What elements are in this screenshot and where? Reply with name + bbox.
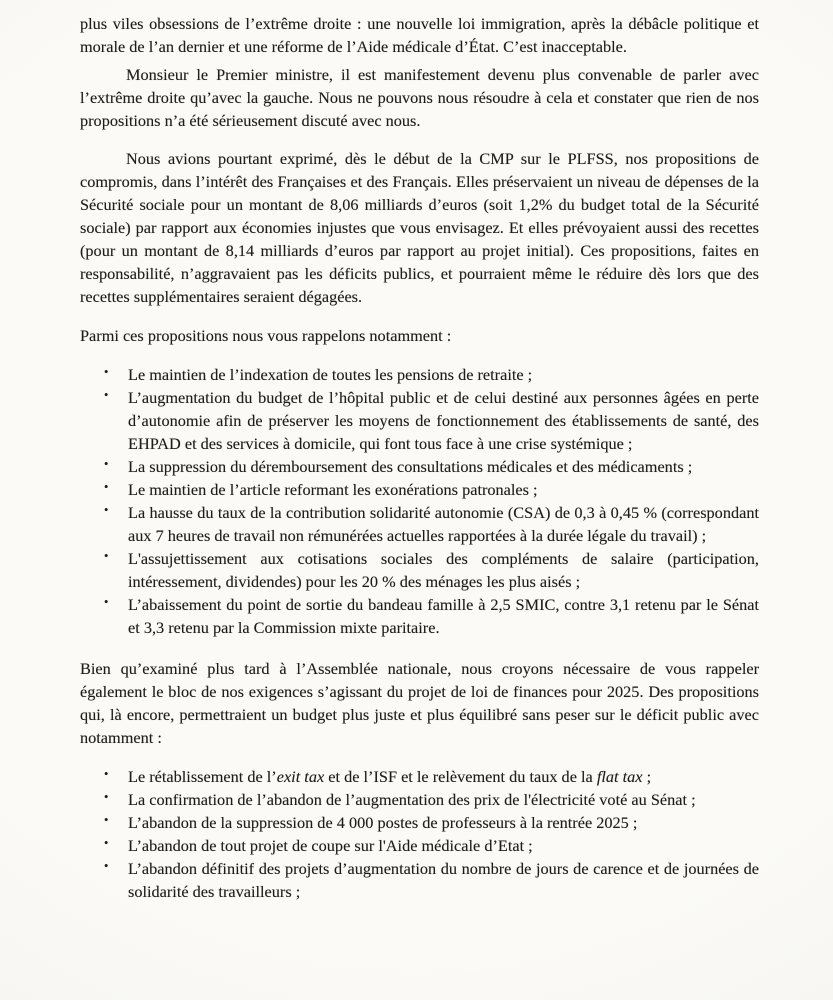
bullet-list-plf [80,765,759,903]
list-item: • L’abandon de la suppression de 4 000 postes de professeurs à la rentrée 2025 ; [128,811,759,834]
list-item: • L’abaissement du point de sortie du bandeau famille à 2,5 SMIC, contre 3,1 retenu par le Sénat et 3,3 retenu par la Commission mixte paritaire. [128,593,759,639]
list-item: • L’augmentation du budget de l’hôpital public et de celui destiné aux personnes âgées en perte d’autonomie afin de préserver les moyens de fonctionnement des établissements de santé, des EHPAD et des services à domicile, qui font tous face à une crise systémique ; [128,386,759,455]
list-item: • Le maintien de l’indexation de toutes les pensions de retraite ; [128,363,759,386]
bullet-list-plfss [80,363,759,639]
paragraph-cmp-plfss: Nous avions pourtant exprimé, dès le début de la CMP sur le PLFSS, nos propositions de compromis, dans l’intérêt des Françaises et des Français. Elles préservaient un niveau de dépenses de la Sécurité sociale pour un montant de 8,06 milliards d’euros (soit 1,2% du budget total de la Sécurité sociale) par rapport aux économies injustes que vous envisagez. Et elles prévoyaient aussi des recettes (pour un montant de 8,14 milliards d’euros par rapport au projet initial). Ces propositions, faites en responsabilité, n’aggravaient pas les déficits publics, et pourraient même le réduire dès lors que des recettes supplémentaires seraient dégagées. [80,149,759,306]
paragraph-parmi-intro: Parmi ces propositions nous vous rappelons notamment : [80,326,452,345]
list-item: • La suppression du déremboursement des consultations médicales et des médicaments ; [128,455,759,478]
list-item: • L’abandon définitif des projets d’augmentation du nombre de jours de carence et de journées de solidarité des travailleurs ; [128,857,759,903]
paragraph-continuation: plus viles obsessions de l’extrême droite : une nouvelle loi immigration, après la débâcle politique et morale de l’an dernier et une réforme de l’Aide médicale d’État. C’est inacceptable. [80,14,759,56]
paragraph-premier-ministre: Monsieur le Premier ministre, il est manifestement devenu plus convenable de parler avec l’extrême droite qu’avec la gauche. Nous ne pouvons nous résoudre à cela et constater que rien de nos propositions n’a été sérieusement discuté avec nous. [80,65,759,130]
list-item: • Le rétablissement de l’exit tax et de l’ISF et le relèvement du taux de la flat tax ; [128,765,759,788]
paragraph-plf-2025-intro: Bien qu’examiné plus tard à l’Assemblée nationale, nous croyons nécessaire de vous rappeler également le bloc de nos exigences s’agissant du projet de loi de finances pour 2025. Des propositions qui, là encore, permettraient un budget plus juste et plus équilibré sans peser sur le déficit public avec notamment : [80,659,759,747]
list-item: • L'assujettissement aux cotisations sociales des compléments de salaire (participation, intéressement, dividendes) pour les 20 % des ménages les plus aisés ; [128,547,759,593]
list-item: • L’abandon de tout projet de coupe sur l'Aide médicale d’Etat ; [128,834,759,857]
list-item: • Le maintien de l’article reformant les exonérations patronales ; [128,478,759,501]
list-item: • La hausse du taux de la contribution solidarité autonomie (CSA) de 0,3 à 0,45 % (correspondant aux 7 heures de travail non rémunérées actuelles rapportées à la durée légale du travail) ; [128,501,759,547]
list-item: • La confirmation de l’abandon de l’augmentation des prix de l'électricité voté au Sénat ; [128,788,759,811]
